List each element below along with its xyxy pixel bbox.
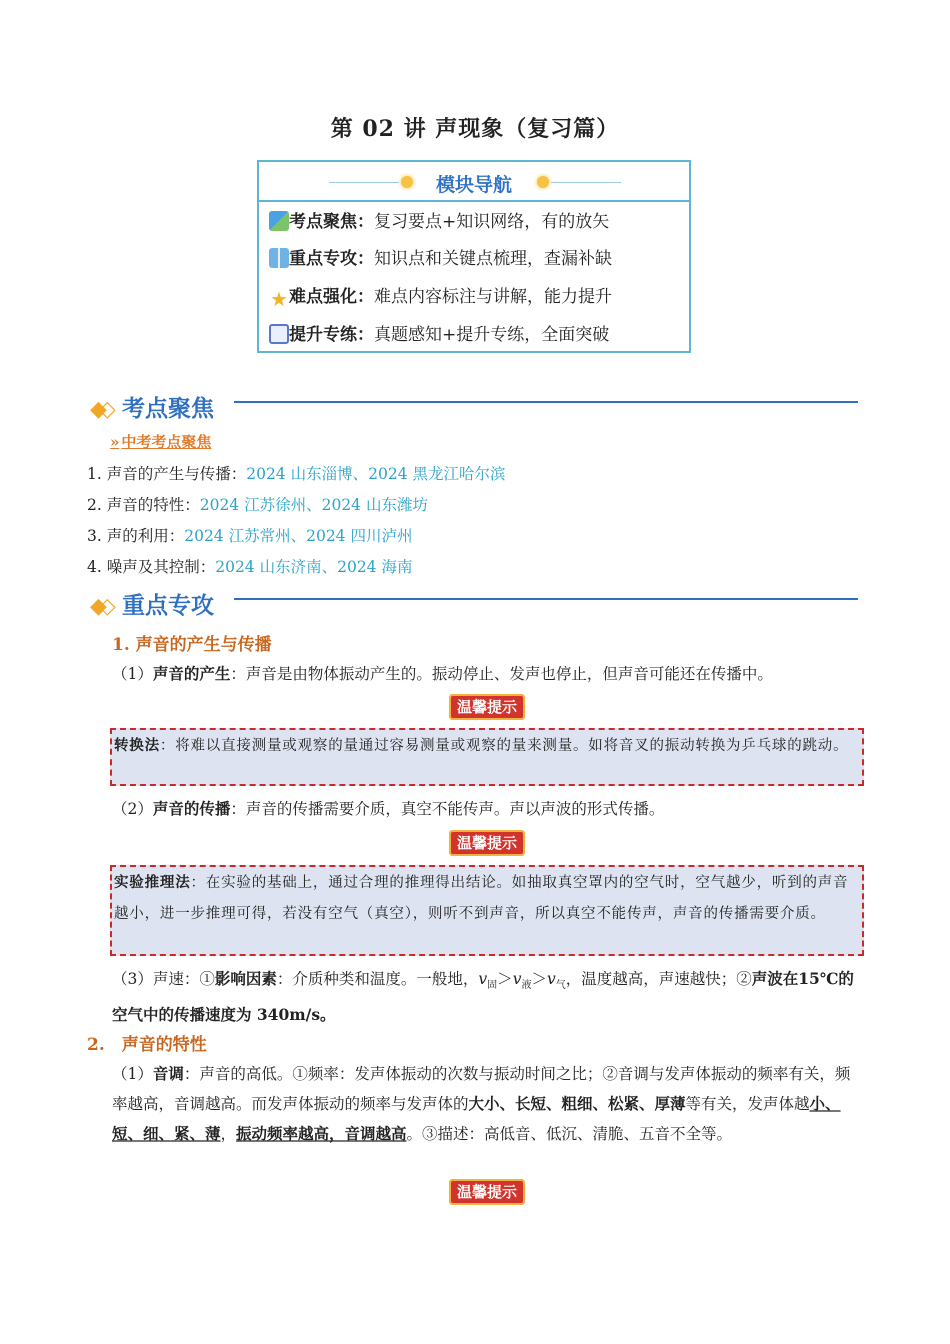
list-item: 1. 声音的产生与传播：2024 山东淄博、2024 黑龙江哈尔滨 bbox=[87, 465, 506, 483]
tip-badge: 温馨提示 bbox=[449, 830, 525, 856]
subsection-link[interactable] bbox=[110, 431, 211, 452]
double-chevron-icon: ◆◇ bbox=[90, 397, 108, 422]
subheading-1: 1. 声音的产生与传播 bbox=[112, 635, 272, 655]
section-title: 考点聚焦 bbox=[122, 396, 214, 422]
section-title: 重点专攻 bbox=[122, 593, 214, 619]
section-rule bbox=[234, 401, 858, 403]
nav-row-label: 难点强化： bbox=[289, 287, 374, 307]
map-icon bbox=[269, 211, 289, 231]
list-item: 4. 噪声及其控制：2024 山东济南、2024 海南 bbox=[87, 558, 413, 576]
tip-box-reasoning: 实验推理法：在实验的基础上，通过合理的推理得出结论。如抽取真空罩内的空气时，空气越少，听到的声音越小，进一步推理可得，若没有空气（真空），则听不到声音，所以真空不能传声，声音的传播需要介质。 bbox=[110, 865, 864, 956]
subheading-2: 2. 声音的特性 bbox=[87, 1035, 207, 1055]
tip-box-conversion: 转换法：将难以直接测量或观察的量通过容易测量或观察的量来测量。如将音叉的振动转换为乒乓球的跳动。 bbox=[110, 728, 864, 786]
nav-header-line-right bbox=[551, 182, 621, 183]
tip-badge: 温馨提示 bbox=[449, 694, 525, 720]
list-item: 3. 声的利用：2024 江苏常州、2024 四川泸州 bbox=[87, 527, 413, 545]
cite-link[interactable]: 2024 江苏徐州、2024 山东潍坊 bbox=[199, 496, 428, 514]
nav-header-dot-right bbox=[537, 176, 549, 188]
module-nav-title: 模块导航 bbox=[435, 174, 512, 196]
module-nav-box bbox=[257, 160, 691, 353]
paragraph-3: （3）声速：①影响因素：介质种类和温度。一般地，$v_固>v_液>v_气$，温度越高，声速越快；②声波在15℃的空气中的传播速度为 340m/s。 bbox=[112, 969, 854, 1025]
nav-row-desc: 真题感知+提升专练，全面突破 bbox=[374, 325, 610, 345]
module-nav-header bbox=[259, 162, 689, 202]
page-title: 第 02 讲 声现象（复习篇） bbox=[330, 116, 620, 142]
list-item: 2. 声音的特性：2024 江苏徐州、2024 山东潍坊 bbox=[87, 496, 428, 514]
subsection-title: 中考考点聚焦 bbox=[121, 433, 212, 451]
nav-row-label: 重点专攻： bbox=[289, 249, 374, 269]
cite-link[interactable]: 2024 山东淄博、2024 黑龙江哈尔滨 bbox=[246, 465, 506, 483]
paragraph-2: （2）声音的传播：声音的传播需要介质，真空不能传声。声以声波的形式传播。 bbox=[112, 799, 665, 818]
paragraph-4: （1）音调：声音的高低。①频率：发声体振动的次数与振动时间之比；②音调与发声体振动的频率有关，频率越高，音调越高。而发声体振动的频率与发声体的大小、长短、粗细、松紧、厚薄等有关，发声体越小、短、细、紧、薄，振动频率越高，音调越高。③描述：高低音、低沉、清脆、五音不全等。 bbox=[112, 1064, 851, 1143]
section-header-key bbox=[90, 587, 214, 617]
cite-link[interactable]: 2024 山东济南、2024 海南 bbox=[215, 558, 413, 576]
nav-row-practice bbox=[269, 320, 609, 345]
nav-row-label: 提升专练： bbox=[289, 325, 374, 345]
nav-row-focus bbox=[269, 207, 609, 232]
star-icon: ★ bbox=[270, 287, 288, 311]
book-icon bbox=[269, 248, 289, 268]
cite-link[interactable]: 2024 江苏常州、2024 四川泸州 bbox=[184, 527, 413, 545]
paragraph-1: （1）声音的产生：声音是由物体振动产生的。振动停止、发声也停止，但声音可能还在传播中。 bbox=[112, 664, 773, 683]
nav-row-desc: 知识点和关键点梳理，查漏补缺 bbox=[374, 249, 612, 269]
double-arrow-icon: » bbox=[110, 433, 120, 451]
nav-row-hard bbox=[269, 282, 612, 309]
nav-row-key bbox=[269, 244, 612, 269]
checklist-icon bbox=[269, 324, 289, 344]
nav-row-desc: 难点内容标注与讲解，能力提升 bbox=[374, 287, 612, 307]
double-chevron-icon: ◆◇ bbox=[90, 594, 108, 619]
tip-badge: 温馨提示 bbox=[449, 1179, 525, 1205]
section-header-focus bbox=[90, 390, 214, 420]
nav-row-desc: 复习要点+知识网络，有的放矢 bbox=[374, 212, 610, 232]
section-rule bbox=[234, 598, 858, 600]
nav-row-label: 考点聚焦： bbox=[289, 212, 374, 232]
